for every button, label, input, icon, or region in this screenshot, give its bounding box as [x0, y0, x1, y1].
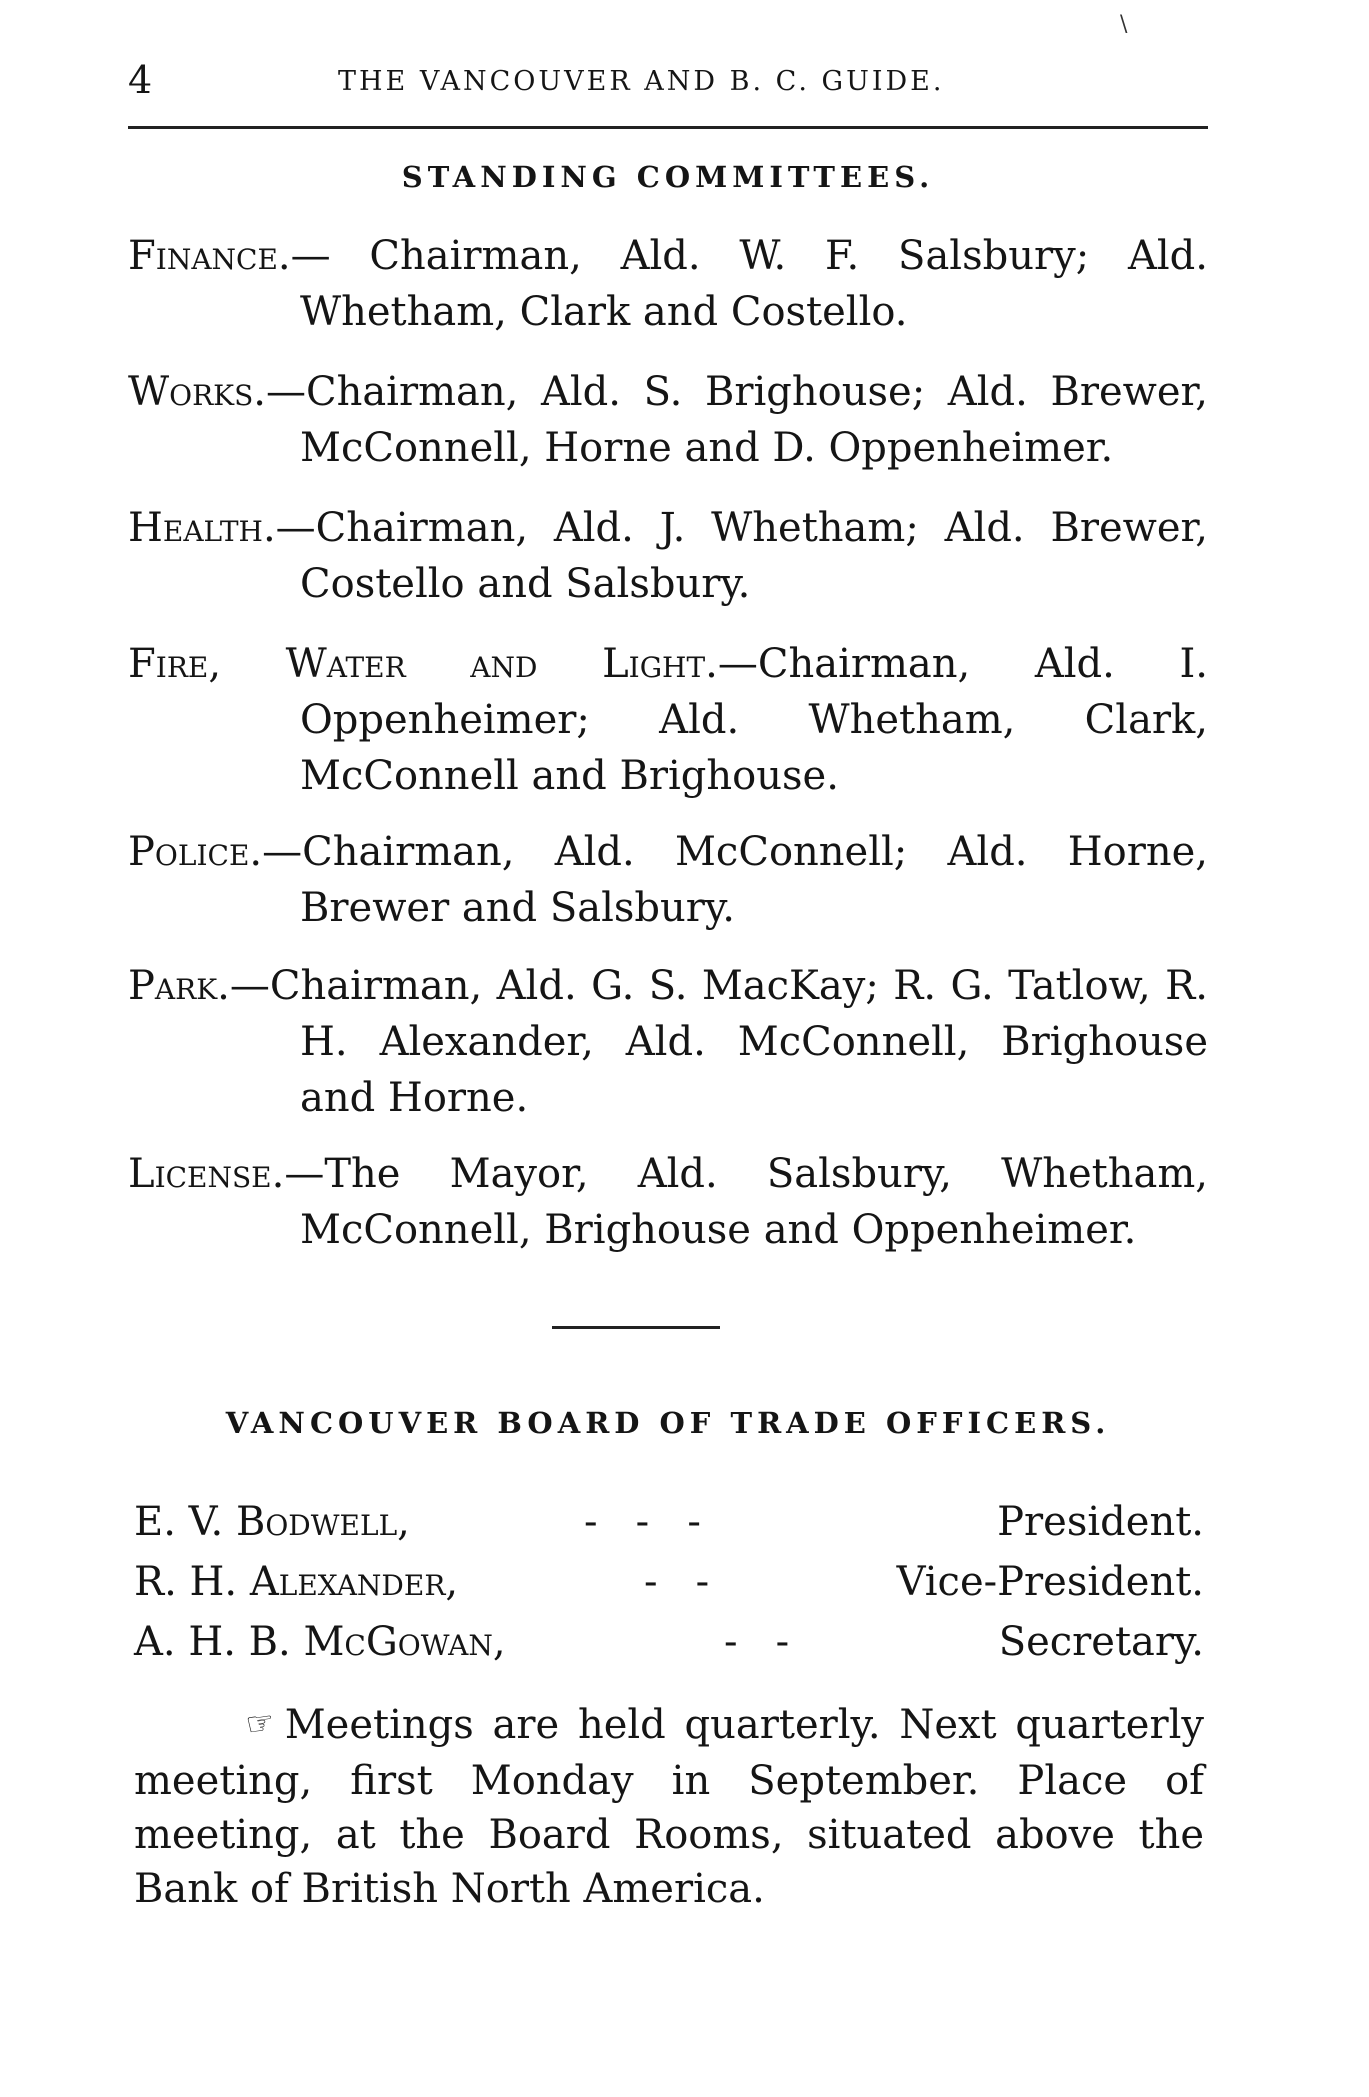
committee-fire-water-light — [128, 636, 1208, 804]
officer-name: R. H. Alexander, — [134, 1559, 459, 1605]
meeting-note — [134, 1698, 1204, 1916]
committee-name: Police. — [128, 829, 263, 875]
committee-name: Fire, Water and Light. — [128, 641, 718, 687]
committee-members: —Chairman, Ald. G. S. MacKay; R. G. Tatlow, R. H. Alexander, Ald. McConnell, Brighouse and Horne. — [229, 963, 1208, 1121]
officer-row-president — [134, 1494, 1204, 1550]
committee-members: —Chairman, Ald. I. Oppenheimer; Ald. Whetham, Clark, McConnell and Brighouse. — [300, 641, 1209, 799]
committee-name: Works. — [128, 369, 266, 415]
standing-committees-heading: STANDING COMMITTEES. — [401, 160, 935, 194]
committee-members: —Chairman, Ald. J. Whetham; Ald. Brewer, Costello and Salsbury. — [275, 505, 1208, 607]
board-of-trade-heading: VANCOUVER BOARD OF TRADE OFFICERS. — [225, 1406, 1111, 1440]
committee-members: — Chairman, Ald. W. F. Salsbury; Ald. Whetham, Clark and Costello. — [290, 233, 1208, 335]
running-head — [128, 58, 1208, 108]
committee-name: Health. — [128, 505, 276, 551]
committee-health — [128, 500, 1208, 612]
committee-license — [128, 1146, 1208, 1258]
meeting-note-text: Meetings are held quarterly. Next quarterly meeting, first Monday in September. Place of meeting, at the Board Rooms, situated above the Bank of British North America. — [134, 1702, 1204, 1912]
officer-row-secretary — [134, 1614, 1204, 1670]
officer-row-vice-president — [134, 1554, 1204, 1610]
leader-dashes: - - — [644, 1559, 710, 1605]
committee-members: —Chairman, Ald. S. Brighouse; Ald. Brewer, McConnell, Horne and D. Oppenheimer. — [265, 369, 1208, 471]
officer-title: Vice-President. — [896, 1559, 1204, 1605]
committee-members: —The Mayor, Ald. Salsbury, Whetham, McConnell, Brighouse and Oppenheimer. — [284, 1151, 1208, 1253]
committee-name: Finance. — [128, 233, 291, 279]
page-number: 4 — [128, 58, 153, 102]
print-speck: \ — [1120, 12, 1128, 37]
committee-name: License. — [128, 1151, 285, 1197]
header-rule — [128, 126, 1208, 129]
committee-finance — [128, 228, 1208, 340]
pointing-hand-icon: ☞ — [243, 1702, 277, 1744]
officer-title: Secretary. — [998, 1619, 1204, 1665]
committee-members: —Chairman, Ald. McConnell; Ald. Horne, Brewer and Salsbury. — [262, 829, 1208, 931]
committee-police — [128, 824, 1208, 936]
committee-works — [128, 364, 1208, 476]
committee-park — [128, 958, 1208, 1126]
running-title: THE VANCOUVER AND B. C. GUIDE. — [338, 66, 945, 97]
officer-name: A. H. B. McGowan, — [134, 1619, 506, 1665]
section-divider — [552, 1326, 720, 1329]
officer-title: President. — [997, 1499, 1204, 1545]
leader-dashes: - - — [724, 1619, 790, 1665]
leader-dashes: - - - — [584, 1499, 701, 1545]
committee-name: Park. — [128, 963, 230, 1009]
officer-name: E. V. Bodwell, — [134, 1499, 410, 1545]
